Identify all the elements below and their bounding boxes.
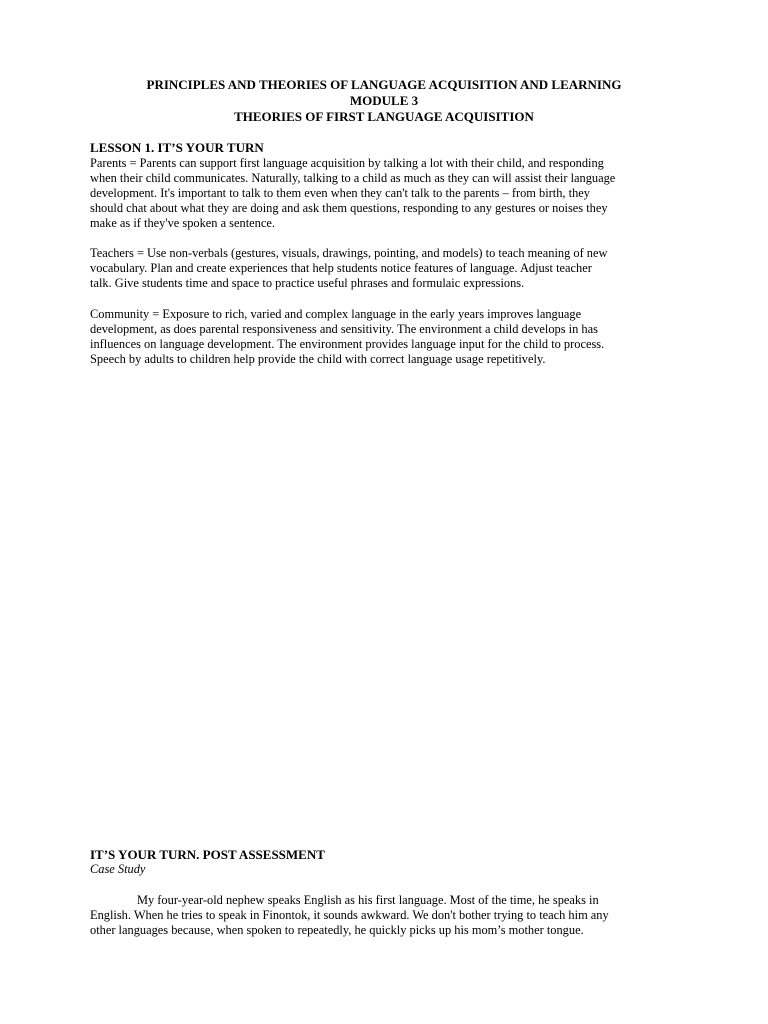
paragraph-line: vocabulary. Plan and create experiences that help students notice features of language. Adjust teacher [90,261,592,275]
paragraph-line: My four-year-old nephew speaks English as his first language. Most of the time, he speaks in [137,893,599,907]
paragraph-line: Community = Exposure to rich, varied and complex language in the early years improves language [90,307,582,321]
paragraph-line: make as if they've spoken a sentence. [90,216,275,230]
case-study-paragraph [90,893,690,938]
document-header [0,77,768,125]
case-study-subtitle: Case Study [90,862,146,876]
paragraph-line: influences on language development. The environment provides language input for the child to process. [90,337,605,351]
paragraph-line: talk. Give students time and space to practice useful phrases and formulaic expressions. [90,276,525,290]
parents-paragraph [90,156,690,231]
community-paragraph [90,307,690,367]
post-assessment-title: IT’S YOUR TURN. POST ASSESSMENT [90,847,325,862]
module-number: MODULE 3 [349,93,419,108]
module-title: THEORIES OF FIRST LANGUAGE ACQUISITION [234,109,534,124]
course-title: PRINCIPLES AND THEORIES OF LANGUAGE ACQUISITION AND LEARNING [146,77,622,92]
paragraph-line: other languages because, when spoken to repeatedly, he quickly picks up his mom’s mother tongue. [90,923,584,937]
paragraph-line: when their child communicates. Naturally, talking to a child as much as they can will assist their language [90,171,616,185]
paragraph-line: development, as does parental responsiveness and sensitivity. The environment a child develops in has [90,322,598,336]
paragraph-line: Parents = Parents can support first language acquisition by talking a lot with their child, and responding [90,156,604,170]
paragraph-line: Speech by adults to children help provide the child with correct language usage repetitively. [90,352,546,366]
lesson-title: LESSON 1. IT’S YOUR TURN [90,140,264,155]
paragraph-line: development. It's important to talk to them even when they can't talk to the parents – from birth, they [90,186,590,200]
teachers-paragraph [90,246,690,291]
paragraph-line: English. When he tries to speak in Finontok, it sounds awkward. We don't bother trying to teach him any [90,908,609,922]
paragraph-line: should chat about what they are doing and ask them questions, responding to any gestures or noises they [90,201,608,215]
paragraph-line: Teachers = Use non-verbals (gestures, visuals, drawings, pointing, and models) to teach meaning of new [90,246,608,260]
